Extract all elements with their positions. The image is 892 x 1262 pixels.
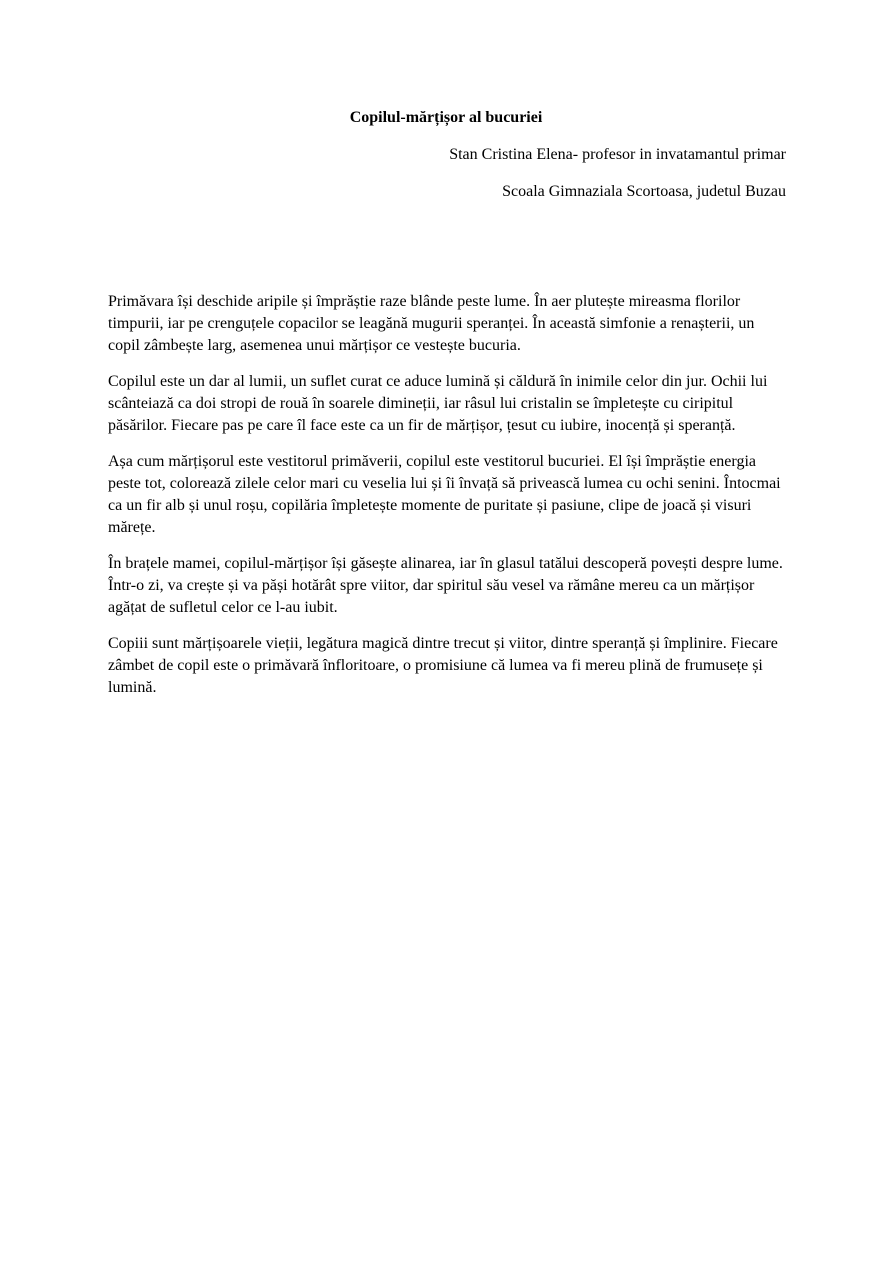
document-title: Copilul-mărțișor al bucuriei <box>349 109 543 126</box>
paragraph-1: Primăvara își deschide aripile și împrăștie raze blânde peste lume. În aer plutește mireasma florilor timpurii, iar pe crenguțele copacilor se leagănă mugurii speranței. În această simfonie a renașterii, un copil zâmbește larg, asemenea unui mărțișor ce vestește bucuria. <box>108 293 755 354</box>
paragraph-3: Așa cum mărțișorul este vestitorul primăverii, copilul este vestitorul bucuriei. El își împrăștie energia peste tot, colorează zilele celor mari cu veselia lui și îi învață să privească lumea cu ochi senini. Întocmai ca un fir alb și unul roșu, copilăria împletește momente de puritate și pasiune, clipe de joacă și visuri mărețe. <box>108 453 781 536</box>
school-line: Scoala Gimnaziala Scortoasa, judetul Buzau <box>502 183 786 200</box>
paragraph-2: Copilul este un dar al lumii, un suflet curat ce aduce lumină și căldură în inimile celor din jur. Ochii lui scânteiază ca doi stropi de rouă în soarele dimineții, iar râsul lui cristalin se împletește cu ciripitul păsărilor. Fiecare pas pe care îl face este ca un fir de mărțișor, țesut cu iubire, inocență și speranță. <box>108 373 768 434</box>
paragraph-4: În brațele mamei, copilul-mărțișor își găsește alinarea, iar în glasul tatălui descoperă povești despre lume. Într-o zi, va crește și va păși hotărât spre viitor, dar spiritul său vesel va rămâne mereu ca un mărțișor agățat de sufletul celor ce l-au iubit. <box>108 555 783 616</box>
document-body <box>108 291 788 713</box>
author-line: Stan Cristina Elena- profesor in invatamantul primar <box>449 146 786 163</box>
paragraph-5: Copiii sunt mărțișoarele vieții, legătura magică dintre trecut și viitor, dintre speranță și împlinire. Fiecare zâmbet de copil este o primăvară înfloritoare, o promisiune că lumea va fi mereu plină de frumusețe și lumină. <box>108 635 778 696</box>
